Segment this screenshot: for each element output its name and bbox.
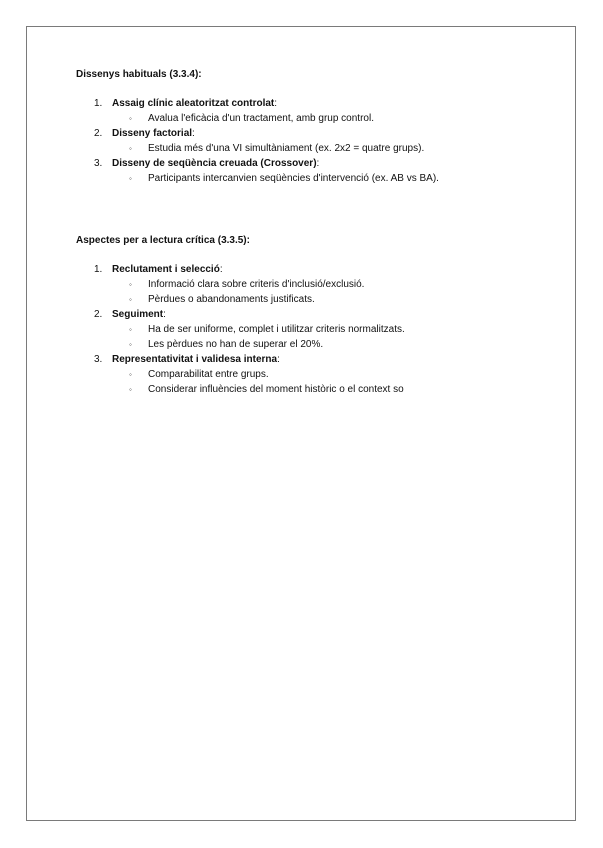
section-dissenys-habituals bbox=[76, 67, 545, 186]
circle-bullet-icon: ◦ bbox=[129, 325, 132, 334]
sub-item-text: Pèrdues o abandonaments justificats. bbox=[148, 294, 315, 305]
item-colon: : bbox=[192, 128, 195, 139]
item-title: Disseny de seqüència creuada (Crossover) bbox=[112, 158, 317, 169]
sub-list bbox=[112, 141, 545, 156]
sub-item-text: Estudia més d'una VI simultàniament (ex. 2x2 = quatre grups). bbox=[148, 143, 425, 154]
section-heading: Aspectes per a lectura crítica (3.3.5): bbox=[76, 235, 250, 246]
sub-list-item bbox=[112, 382, 545, 397]
item-title: Reclutament i selecció bbox=[112, 264, 220, 275]
sub-item-text: Informació clara sobre criteris d'inclusió/exclusió. bbox=[148, 279, 365, 290]
list-number: 3. bbox=[94, 158, 103, 169]
sub-item-text: Considerar influències del moment històric o el context so bbox=[148, 384, 404, 395]
item-colon: : bbox=[277, 354, 280, 365]
circle-bullet-icon: ◦ bbox=[129, 280, 132, 289]
list-number: 1. bbox=[94, 98, 103, 109]
circle-bullet-icon: ◦ bbox=[129, 174, 132, 183]
circle-bullet-icon: ◦ bbox=[129, 295, 132, 304]
list-item bbox=[76, 96, 545, 126]
circle-bullet-icon: ◦ bbox=[129, 114, 132, 123]
item-title: Seguiment bbox=[112, 309, 164, 320]
item-title: Representativitat i validesa interna bbox=[112, 354, 278, 365]
list-number: 3. bbox=[94, 354, 103, 365]
numbered-list bbox=[76, 262, 545, 397]
sub-list bbox=[112, 111, 545, 126]
list-number: 2. bbox=[94, 128, 103, 139]
item-colon: : bbox=[316, 158, 320, 169]
item-colon: : bbox=[163, 309, 166, 320]
circle-bullet-icon: ◦ bbox=[129, 144, 132, 153]
sub-list-item bbox=[112, 111, 545, 126]
list-item bbox=[76, 262, 545, 307]
circle-bullet-icon: ◦ bbox=[129, 385, 132, 394]
list-number: 2. bbox=[94, 309, 103, 320]
sub-list-item bbox=[112, 141, 545, 156]
item-title: Assaig clínic aleatoritzat controlat bbox=[112, 98, 275, 109]
sub-list-item bbox=[112, 277, 545, 292]
sub-list bbox=[112, 171, 545, 186]
sub-list bbox=[112, 367, 545, 397]
list-item bbox=[76, 156, 545, 186]
sub-list-item bbox=[112, 367, 545, 382]
numbered-list bbox=[76, 96, 545, 186]
list-item bbox=[76, 352, 545, 397]
item-title: Disseny factorial bbox=[112, 128, 193, 139]
document-content bbox=[76, 67, 545, 397]
circle-bullet-icon: ◦ bbox=[129, 340, 132, 349]
sub-list-item bbox=[112, 171, 545, 186]
sub-list bbox=[112, 322, 545, 352]
sub-item-text: Comparabilitat entre grups. bbox=[148, 369, 269, 380]
sub-item-text: Participants intercanvien seqüències d'intervenció (ex. AB vs BA). bbox=[148, 173, 439, 184]
sub-item-text: Avalua l'eficàcia d'un tractament, amb grup control. bbox=[148, 113, 374, 124]
sub-item-text: Les pèrdues no han de superar el 20%. bbox=[148, 339, 324, 350]
sub-list bbox=[112, 277, 545, 307]
list-item bbox=[76, 126, 545, 156]
section-heading: Dissenys habituals (3.3.4): bbox=[76, 69, 202, 80]
sub-item-text: Ha de ser uniforme, complet i utilitzar criteris normalitzats. bbox=[148, 324, 405, 335]
sub-list-item bbox=[112, 322, 545, 337]
document-page bbox=[26, 26, 576, 821]
sub-list-item bbox=[112, 292, 545, 307]
item-colon: : bbox=[274, 98, 278, 109]
section-aspectes-lectura-critica bbox=[76, 233, 545, 397]
list-number: 1. bbox=[94, 264, 103, 275]
item-colon: : bbox=[219, 264, 223, 275]
list-item bbox=[76, 307, 545, 352]
circle-bullet-icon: ◦ bbox=[129, 370, 132, 379]
sub-list-item bbox=[112, 337, 545, 352]
